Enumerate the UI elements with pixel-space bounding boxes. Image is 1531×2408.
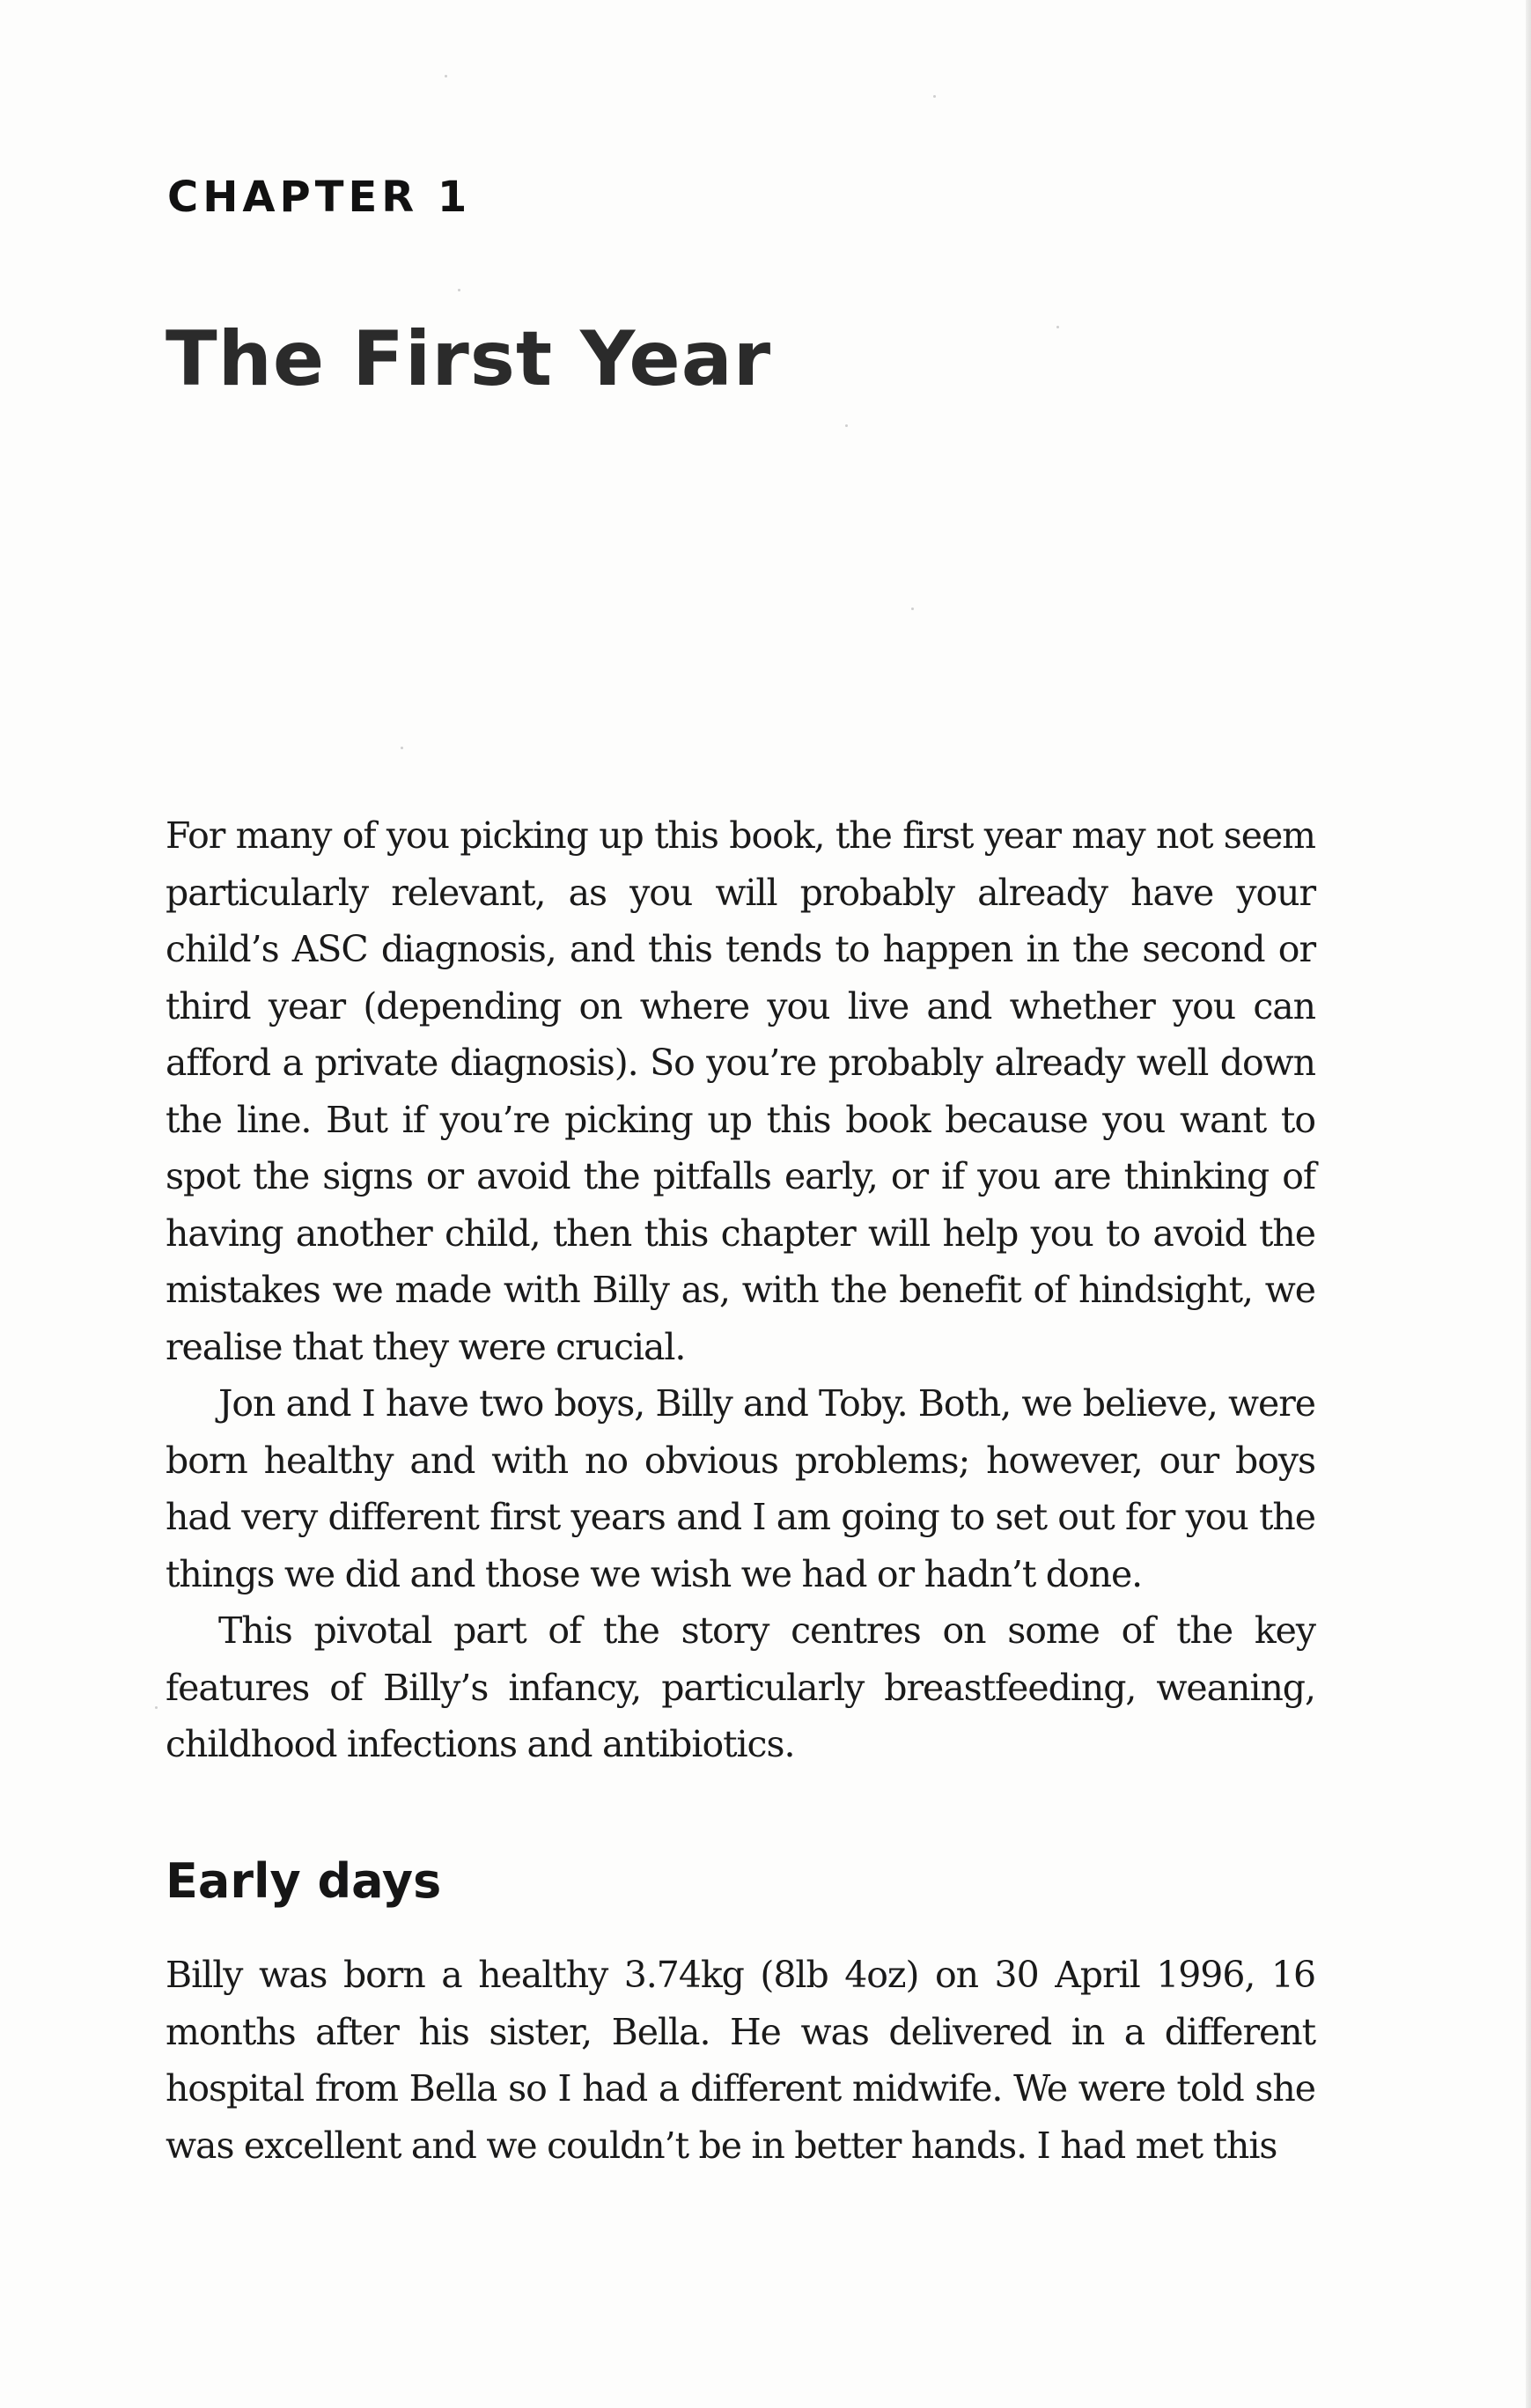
scan-speck — [458, 289, 460, 291]
intro-paragraph-2: Jon and I have two boys, Billy and Toby. Both, we believe, were born healthy and with no obvious problems; however, our boys had very different first years and I am going to set out for you the things we did and those we wish we had or hadn’t done. — [166, 1382, 1315, 1595]
scan-speck — [155, 1706, 158, 1709]
scan-speck — [401, 747, 403, 749]
scan-speck — [911, 608, 914, 610]
page-edge-shadow — [1526, 0, 1531, 2408]
section-heading: Early days — [166, 1853, 442, 1909]
intro-body — [166, 807, 1315, 1773]
chapter-title: The First Year — [166, 315, 772, 403]
scan-speck — [845, 424, 848, 427]
intro-paragraph-3: This pivotal part of the story centres on some of the key features of Billy’s infancy, particularly breastfeeding, weaning, childhood infections and antibiotics. — [166, 1609, 1315, 1765]
scan-speck — [445, 75, 447, 77]
scan-speck — [1056, 326, 1059, 328]
section-body — [166, 1947, 1315, 2174]
intro-paragraph-1: For many of you picking up this book, the first year may not seem particularly relevant, as you will probably already have your child’s ASC diagnosis, and this tends to happen in the second or third year (depending on where you live and whether you can afford a private diagnosis). So you’re probably already well down the line. But if you’re picking up this book because you want to spot the signs or avoid the pitfalls early, or if you are thinking of having another child, then this chapter will help you to avoid the mistakes we made with Billy as, with the benefit of hindsight, we realise that they were crucial. — [166, 814, 1315, 1368]
chapter-label: CHAPTER 1 — [167, 173, 472, 222]
scan-speck — [933, 95, 936, 98]
section-paragraph-1: Billy was born a healthy 3.74kg (8lb 4oz) on 30 April 1996, 16 months after his sister, Bella. He was delivered in a different hospital from Bella so I had a different midwife. We were told she was excellent and we couldn’t be in better hands. I had met this — [166, 1954, 1315, 2167]
